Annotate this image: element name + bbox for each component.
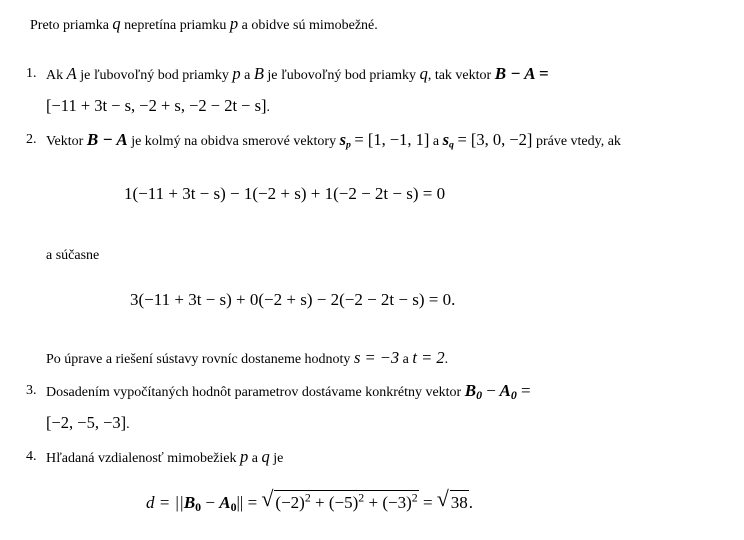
distance-equation: $d = ||B_0 - A_0||$ = √ $(-2)^2 + (-5)^2 + (-3)^2$ = √ 38. <box>146 486 474 514</box>
item4-line1 <box>46 447 283 469</box>
item1-line2 <box>46 96 270 118</box>
item-text: Po úprave a riešení sústavy rovníc dostaneme hodnoty <box>46 352 351 367</box>
direction-vector-sq: $s_q = [3$, 0, −2] <box>442 130 533 151</box>
s-value: s = −3 <box>353 348 400 367</box>
item3-line2 <box>46 413 130 435</box>
direction-vector-sp: $s_p = [1$, −1, 1] <box>339 130 430 151</box>
item-text: je kolmý na obidva smerové vektory <box>131 134 337 149</box>
item-text: a <box>251 451 258 466</box>
item-text: Hľadaná vzdialenosť mimobežiek <box>46 451 237 466</box>
vector-b-minus-a: B − A <box>86 130 128 149</box>
equation-2: 3(−11 + 3t − s) + 0(−2 + s) − 2(−2 − 2t − s) = 0. <box>130 290 456 309</box>
item1-line1 <box>46 64 549 86</box>
item-number: 3. <box>26 383 37 398</box>
line-p-symbol: p <box>240 447 249 466</box>
item2-line1 <box>46 130 621 152</box>
item-text: a <box>402 352 409 367</box>
line-q-symbol: q <box>419 64 428 83</box>
vector-value: [−11 + 3t − s, −2 + s, −2 − 2t − s] <box>46 96 267 115</box>
point-b-symbol: B <box>253 64 264 83</box>
sqrt-sum: √ $(-2)^2 + (-5)^2 + (-3)^2$ <box>261 490 418 515</box>
item-text: a <box>244 68 251 83</box>
item-text: Dosadením vypočítaných hodnôt parametrov dostávame konkrétny vektor <box>46 385 462 400</box>
intro-text: Preto priamka <box>30 18 109 33</box>
item-number: 1. <box>26 66 37 81</box>
line-p-symbol: p <box>229 14 239 33</box>
item-text: a <box>432 134 440 149</box>
intro-line <box>30 14 378 36</box>
vector-value: [−2, −5, −3] <box>46 413 127 432</box>
item-text: je ľubovoľný bod priamky <box>80 68 229 83</box>
item-text: . <box>444 352 449 367</box>
line-q-symbol: q <box>261 447 270 466</box>
line-p-symbol: p <box>232 64 241 83</box>
point-a-symbol: A <box>66 64 77 83</box>
distance-lhs: d = || <box>146 493 184 512</box>
item2-solution <box>46 348 448 370</box>
intro-text: nepretína priamku <box>124 18 227 33</box>
intro-text: a obidve sú mimobežné. <box>241 18 378 33</box>
t-value: t = 2 <box>412 348 445 367</box>
item2-and: a súčasne <box>46 248 100 263</box>
item3-line1 <box>46 381 531 403</box>
item-text: . <box>266 100 271 115</box>
item-text: , tak vektor <box>427 68 492 83</box>
sqrt-38: √ 38 <box>437 490 469 515</box>
vector-b0-minus-a0: $B_0 - A_0$ = <box>464 381 531 402</box>
item-text: práve vtedy, ak <box>535 134 621 149</box>
item-text: je ľubovoľný bod priamky <box>267 68 417 83</box>
item-text: je <box>273 451 284 466</box>
item-number: 2. <box>26 132 37 147</box>
vector-b-minus-a: B − A = <box>494 64 549 83</box>
item-text: Ak <box>46 68 64 83</box>
item-text: . <box>126 417 130 432</box>
item-number: 4. <box>26 449 37 464</box>
equation-1: 1(−11 + 3t − s) − 1(−2 + s) + 1(−2 − 2t − s) = 0 <box>124 184 446 203</box>
line-q-symbol: q <box>112 14 121 33</box>
item-text: Vektor <box>46 134 84 149</box>
